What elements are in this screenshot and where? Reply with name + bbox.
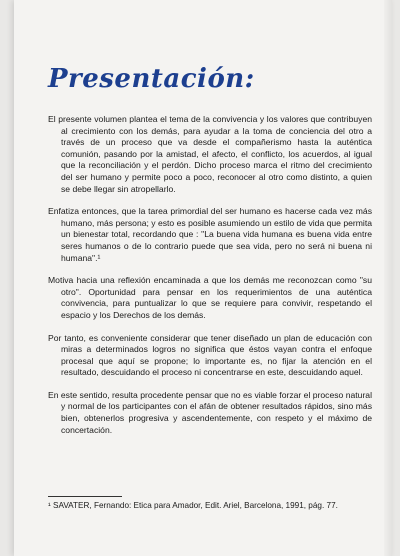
paragraph-5: En este sentido, resulta procedente pensar que no es viable forzar el proceso natural y normal de los participantes con el afán de obtener resultados rápidos, sino más bien, obtenerlos progresiva y ascendentemente, con respeto y el máximo de concertación. (48, 389, 372, 435)
footnote-rule (48, 496, 122, 497)
footnote: ¹ SAVATER, Fernando: Etica para Amador, Edit. Ariel, Barcelona, 1991, pág. 77. (48, 501, 338, 510)
page-title: Presentación: (48, 64, 255, 94)
paragraph-4: Por tanto, es conveniente considerar que tener diseñado un plan de educación con miras a determinados logros no significa que éstos vayan contra el enfoque procesal que aquí se propone; lo importante es, no fijar la atención en el resultado, descuidando el proceso ni concentrarse en este, descuidando aquel. (48, 332, 372, 378)
paragraph-1: El presente volumen plantea el tema de la convivencia y los valores que contribuyen al crecimiento con los demás, para ayudar a la toma de conciencia del otro a través de un proceso que va desde el compañerismo hasta la auténtica comunión, pasando por la amistad, el afecto, el conflicto, los acuerdos, al igual que la reconciliación y el perdón. Dicho proceso marca el ritmo del crecimiento del ser humano y permite poco a poco, reconocer al otro como distinto, a quien se debe llegar sin atropellarlo. (48, 114, 372, 194)
body-text (48, 114, 372, 447)
paragraph-3: Motiva hacia una reflexión encaminada a que los demás me reconozcan como "su otro". Oportunidad para pensar en los requerimientos de una auténtica convivencia, para puntualizar lo que se requiere para convivir, respetando el espacio y los Derechos de los demás. (48, 275, 372, 320)
paragraph-2: Enfatiza entonces, que la tarea primordial del ser humano es hacerse cada vez más humano, más persona; y esto es posible asumiendo un estilo de vida que permita un bienestar total, recordando que : "La buena vida humana es buena vida entre seres humanos o de lo contrario puede que sea vida, pero no será ni buena ni humana".¹ (48, 206, 372, 263)
page-edge (384, 0, 392, 556)
